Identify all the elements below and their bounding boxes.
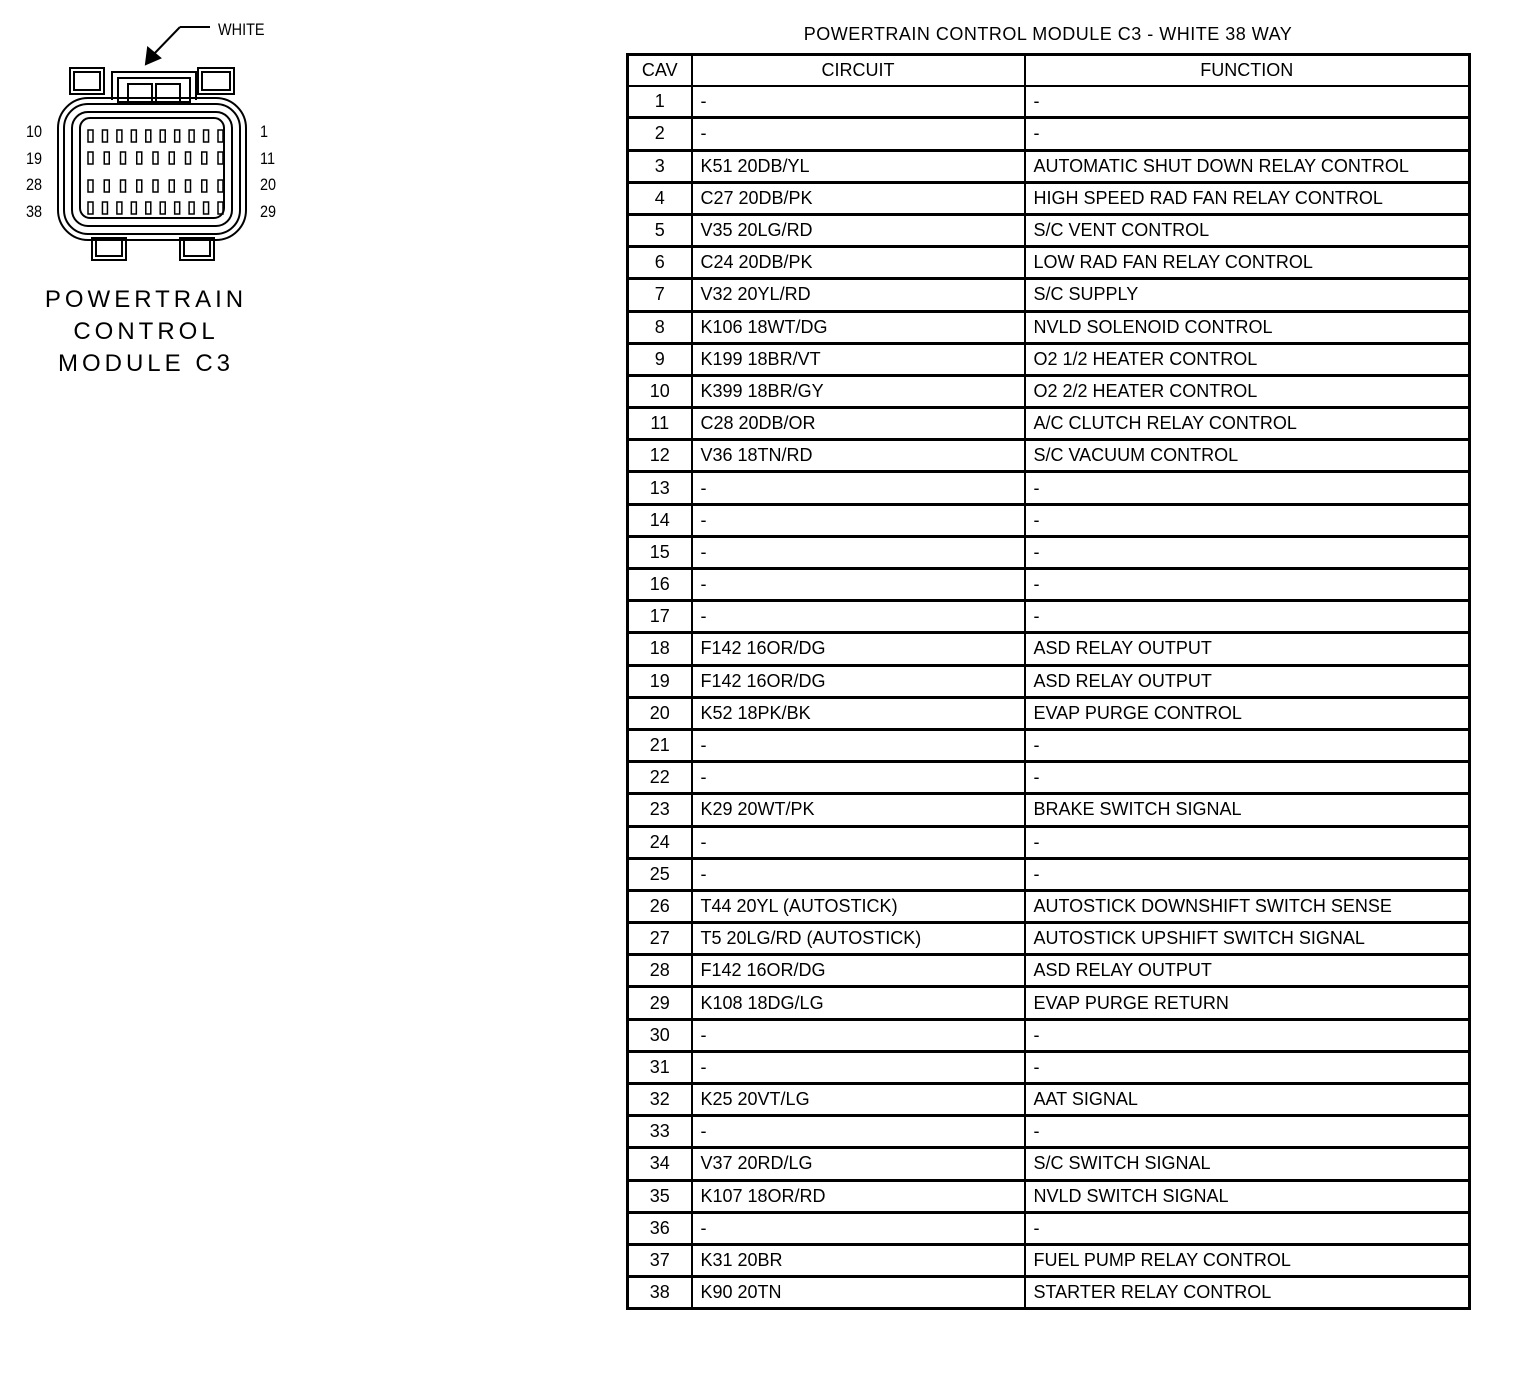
table-row xyxy=(628,665,1470,697)
cell-circuit: K90 20TN xyxy=(692,1277,1025,1309)
terminal-cavity xyxy=(131,202,136,214)
cell-function: - xyxy=(1025,1212,1470,1244)
cell-circuit: - xyxy=(692,118,1025,150)
cell-cav: 35 xyxy=(628,1180,692,1212)
cell-circuit: T5 20LG/RD (AUTOSTICK) xyxy=(692,923,1025,955)
cell-cav: 21 xyxy=(628,729,692,761)
terminal-cavity xyxy=(175,130,180,142)
cell-cav: 9 xyxy=(628,343,692,375)
cell-function: EVAP PURGE RETURN xyxy=(1025,987,1470,1019)
terminal-cavity xyxy=(88,202,93,214)
pin-label-right-2: 11 xyxy=(260,149,276,168)
table-row xyxy=(628,569,1470,601)
cell-function: - xyxy=(1025,118,1470,150)
terminal-cavity xyxy=(204,202,209,214)
table-row xyxy=(628,890,1470,922)
cell-cav: 22 xyxy=(628,762,692,794)
cell-cav: 25 xyxy=(628,858,692,890)
cell-function: - xyxy=(1025,762,1470,794)
connector-caption-line-3: MODULE C3 xyxy=(57,350,235,377)
pin-label-left-1: 10 xyxy=(26,122,43,141)
cell-cav: 10 xyxy=(628,375,692,407)
terminal-cavity xyxy=(117,202,122,214)
cell-cav: 36 xyxy=(628,1212,692,1244)
cell-cav: 33 xyxy=(628,1116,692,1148)
cell-function: A/C CLUTCH RELAY CONTROL xyxy=(1025,408,1470,440)
cell-circuit: V37 20RD/LG xyxy=(692,1148,1025,1180)
table-row xyxy=(628,1212,1470,1244)
cell-function: BRAKE SWITCH SIGNAL xyxy=(1025,794,1470,826)
arrow-icon xyxy=(146,27,210,64)
cell-circuit: - xyxy=(692,86,1025,118)
table-row xyxy=(628,1116,1470,1148)
table-row xyxy=(628,923,1470,955)
cell-cav: 20 xyxy=(628,697,692,729)
cell-circuit: - xyxy=(692,826,1025,858)
cell-function: ASD RELAY OUTPUT xyxy=(1025,665,1470,697)
cell-cav: 6 xyxy=(628,247,692,279)
cell-function: LOW RAD FAN RELAY CONTROL xyxy=(1025,247,1470,279)
cell-function: - xyxy=(1025,729,1470,761)
cell-circuit: - xyxy=(692,601,1025,633)
cell-circuit: K29 20WT/PK xyxy=(692,794,1025,826)
table-row xyxy=(628,794,1470,826)
cell-cav: 32 xyxy=(628,1084,692,1116)
cell-circuit: C27 20DB/PK xyxy=(692,182,1025,214)
cell-cav: 23 xyxy=(628,794,692,826)
table-row xyxy=(628,601,1470,633)
cell-circuit: K106 18WT/DG xyxy=(692,311,1025,343)
terminal-cavity xyxy=(169,152,174,164)
cell-cav: 11 xyxy=(628,408,692,440)
cell-function: NVLD SOLENOID CONTROL xyxy=(1025,311,1470,343)
table-body xyxy=(628,86,1470,1309)
terminal-cavity xyxy=(131,130,136,142)
table-row xyxy=(628,408,1470,440)
cell-function: HIGH SPEED RAD FAN RELAY CONTROL xyxy=(1025,182,1470,214)
table-row xyxy=(628,472,1470,504)
terminal-cavity xyxy=(218,130,223,142)
cell-circuit: - xyxy=(692,858,1025,890)
cell-function: S/C SWITCH SIGNAL xyxy=(1025,1148,1470,1180)
cell-cav: 27 xyxy=(628,923,692,955)
terminal-cavity xyxy=(153,152,158,164)
table-row xyxy=(628,1051,1470,1083)
terminal-cavity xyxy=(146,130,151,142)
terminal-cavity xyxy=(153,180,158,192)
table-row xyxy=(628,311,1470,343)
cell-circuit: K25 20VT/LG xyxy=(692,1084,1025,1116)
cell-cav: 13 xyxy=(628,472,692,504)
pin-label-right-1: 1 xyxy=(260,122,269,141)
cell-circuit: K107 18OR/RD xyxy=(692,1180,1025,1212)
terminal-cavity xyxy=(186,152,191,164)
table-row xyxy=(628,697,1470,729)
cell-function: - xyxy=(1025,826,1470,858)
cell-function: - xyxy=(1025,86,1470,118)
terminal-cavity xyxy=(88,130,93,142)
cell-function: NVLD SWITCH SIGNAL xyxy=(1025,1180,1470,1212)
connector-drawing xyxy=(0,0,300,270)
cell-cav: 12 xyxy=(628,440,692,472)
cell-cav: 4 xyxy=(628,182,692,214)
terminal-cavity xyxy=(189,130,194,142)
cell-circuit: K52 18PK/BK xyxy=(692,697,1025,729)
cell-function: ASD RELAY OUTPUT xyxy=(1025,633,1470,665)
cell-cav: 18 xyxy=(628,633,692,665)
cell-function: - xyxy=(1025,569,1470,601)
terminal-cavity xyxy=(121,180,126,192)
cell-cav: 38 xyxy=(628,1277,692,1309)
terminal-cavity xyxy=(117,130,122,142)
pin-label-right-3: 20 xyxy=(260,175,277,194)
cell-circuit: K199 18BR/VT xyxy=(692,343,1025,375)
cell-circuit: - xyxy=(692,472,1025,504)
cell-circuit: C28 20DB/OR xyxy=(692,408,1025,440)
pinout-table xyxy=(626,53,1471,1310)
terminal-cavity xyxy=(204,130,209,142)
table-title: POWERTRAIN CONTROL MODULE C3 - WHITE 38 WAY xyxy=(803,24,1293,44)
cell-circuit: - xyxy=(692,1212,1025,1244)
terminal-cavity xyxy=(160,130,165,142)
cell-cav: 37 xyxy=(628,1244,692,1276)
cell-cav: 26 xyxy=(628,890,692,922)
cell-circuit: V32 20YL/RD xyxy=(692,279,1025,311)
cell-circuit: K108 18DG/LG xyxy=(692,987,1025,1019)
cell-cav: 24 xyxy=(628,826,692,858)
table-row xyxy=(628,440,1470,472)
cell-circuit: F142 16OR/DG xyxy=(692,955,1025,987)
terminal-cavity xyxy=(202,180,207,192)
table-row xyxy=(628,826,1470,858)
pin-label-left-2: 19 xyxy=(26,149,43,168)
table-row xyxy=(628,1244,1470,1276)
cell-function: S/C VACUUM CONTROL xyxy=(1025,440,1470,472)
cell-function: AUTOMATIC SHUT DOWN RELAY CONTROL xyxy=(1025,150,1470,182)
terminal-cavity xyxy=(160,202,165,214)
cell-function: - xyxy=(1025,472,1470,504)
table-row xyxy=(628,343,1470,375)
terminal-cavity xyxy=(218,202,223,214)
cell-function: EVAP PURGE CONTROL xyxy=(1025,697,1470,729)
table-row xyxy=(628,1277,1470,1309)
cell-circuit: K31 20BR xyxy=(692,1244,1025,1276)
table-header-row xyxy=(628,55,1470,87)
table-row xyxy=(628,118,1470,150)
terminal-cavity xyxy=(104,180,109,192)
cell-function: S/C SUPPLY xyxy=(1025,279,1470,311)
table-row xyxy=(628,633,1470,665)
terminal-cavity xyxy=(137,152,142,164)
cell-cav: 15 xyxy=(628,536,692,568)
cell-circuit: C24 20DB/PK xyxy=(692,247,1025,279)
cell-cav: 3 xyxy=(628,150,692,182)
cell-function: S/C VENT CONTROL xyxy=(1025,214,1470,246)
table-row xyxy=(628,247,1470,279)
cell-cav: 2 xyxy=(628,118,692,150)
cell-circuit: - xyxy=(692,1019,1025,1051)
cell-cav: 5 xyxy=(628,214,692,246)
connector-color-label: WHITE xyxy=(218,20,265,39)
table-row xyxy=(628,182,1470,214)
cell-circuit: - xyxy=(692,536,1025,568)
cell-cav: 8 xyxy=(628,311,692,343)
terminal-cavity xyxy=(146,202,151,214)
cell-function: - xyxy=(1025,858,1470,890)
cell-function: ASD RELAY OUTPUT xyxy=(1025,955,1470,987)
cell-cav: 31 xyxy=(628,1051,692,1083)
cell-circuit: F142 16OR/DG xyxy=(692,665,1025,697)
terminal-cavity xyxy=(102,130,107,142)
connector-caption-line-1: POWERTRAIN xyxy=(44,286,248,313)
cell-function: - xyxy=(1025,504,1470,536)
terminal-cavity xyxy=(104,152,109,164)
terminal-cavity xyxy=(175,202,180,214)
table-row xyxy=(628,1019,1470,1051)
terminal-cavity xyxy=(121,152,126,164)
cell-circuit: F142 16OR/DG xyxy=(692,633,1025,665)
cell-cav: 1 xyxy=(628,86,692,118)
terminal-cavity xyxy=(218,152,223,164)
cell-function: AUTOSTICK DOWNSHIFT SWITCH SENSE xyxy=(1025,890,1470,922)
cell-function: - xyxy=(1025,1116,1470,1148)
cell-function: STARTER RELAY CONTROL xyxy=(1025,1277,1470,1309)
table-row xyxy=(628,375,1470,407)
cell-circuit: T44 20YL (AUTOSTICK) xyxy=(692,890,1025,922)
table-row xyxy=(628,279,1470,311)
cell-circuit: K399 18BR/GY xyxy=(692,375,1025,407)
cell-cav: 14 xyxy=(628,504,692,536)
table-row xyxy=(628,955,1470,987)
cell-function: - xyxy=(1025,601,1470,633)
cell-cav: 28 xyxy=(628,955,692,987)
terminal-cavity xyxy=(88,152,93,164)
terminal-cavity xyxy=(218,180,223,192)
cell-cav: 17 xyxy=(628,601,692,633)
cell-function: AUTOSTICK UPSHIFT SWITCH SIGNAL xyxy=(1025,923,1470,955)
pin-label-right-4: 29 xyxy=(260,202,277,221)
terminal-cavity xyxy=(186,180,191,192)
terminal-cavity xyxy=(169,180,174,192)
table-row xyxy=(628,150,1470,182)
cell-circuit: - xyxy=(692,569,1025,601)
table-row xyxy=(628,762,1470,794)
header-circuit: CIRCUIT xyxy=(692,55,1025,87)
cell-function: O2 2/2 HEATER CONTROL xyxy=(1025,375,1470,407)
cell-circuit: - xyxy=(692,1051,1025,1083)
terminal-cavities xyxy=(88,130,223,214)
cell-function: AAT SIGNAL xyxy=(1025,1084,1470,1116)
cell-cav: 16 xyxy=(628,569,692,601)
cell-cav: 29 xyxy=(628,987,692,1019)
cell-circuit: - xyxy=(692,504,1025,536)
terminal-cavity xyxy=(189,202,194,214)
cell-circuit: - xyxy=(692,1116,1025,1148)
header-cav: CAV xyxy=(628,55,692,87)
terminal-cavity xyxy=(202,152,207,164)
cell-function: - xyxy=(1025,1019,1470,1051)
table-row xyxy=(628,858,1470,890)
table-row xyxy=(628,1148,1470,1180)
terminal-cavity xyxy=(137,180,142,192)
cell-circuit: - xyxy=(692,729,1025,761)
table-row xyxy=(628,729,1470,761)
cell-function: - xyxy=(1025,536,1470,568)
connector-caption-line-2: CONTROL xyxy=(73,318,219,345)
cell-cav: 19 xyxy=(628,665,692,697)
cell-circuit: V36 18TN/RD xyxy=(692,440,1025,472)
table-row xyxy=(628,987,1470,1019)
cell-circuit: K51 20DB/YL xyxy=(692,150,1025,182)
pin-label-left-3: 28 xyxy=(26,175,43,194)
terminal-cavity xyxy=(88,180,93,192)
connector-figure xyxy=(0,0,600,400)
cell-function: - xyxy=(1025,1051,1470,1083)
table-row xyxy=(628,536,1470,568)
terminal-cavity xyxy=(102,202,107,214)
cell-cav: 30 xyxy=(628,1019,692,1051)
table-row xyxy=(628,86,1470,118)
cell-cav: 34 xyxy=(628,1148,692,1180)
cell-function: O2 1/2 HEATER CONTROL xyxy=(1025,343,1470,375)
table-row xyxy=(628,214,1470,246)
cell-circuit: V35 20LG/RD xyxy=(692,214,1025,246)
cell-function: FUEL PUMP RELAY CONTROL xyxy=(1025,1244,1470,1276)
cell-circuit: - xyxy=(692,762,1025,794)
header-function: FUNCTION xyxy=(1025,55,1470,87)
table-row xyxy=(628,1084,1470,1116)
table-row xyxy=(628,504,1470,536)
pin-label-left-4: 38 xyxy=(26,202,43,221)
table-row xyxy=(628,1180,1470,1212)
cell-cav: 7 xyxy=(628,279,692,311)
